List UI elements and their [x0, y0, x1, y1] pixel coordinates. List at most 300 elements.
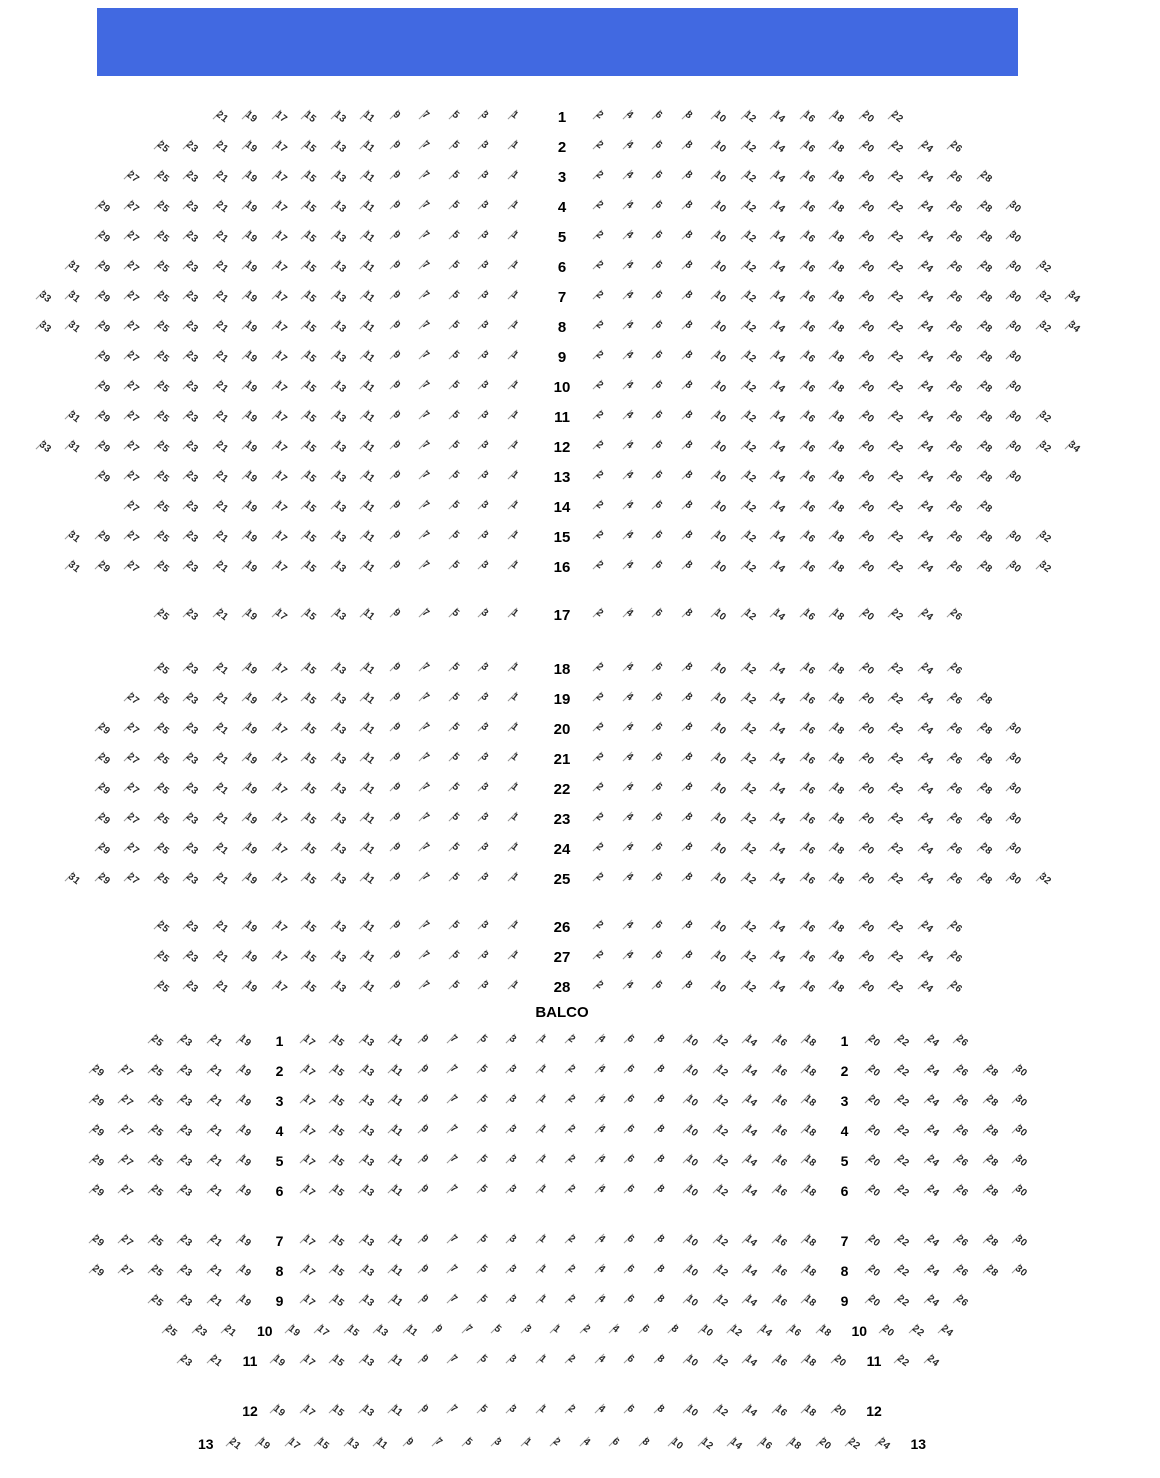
- seat[interactable]: [842, 1429, 872, 1459]
- seat[interactable]: [885, 132, 915, 162]
- seat[interactable]: [891, 1026, 921, 1056]
- seat[interactable]: [444, 1396, 474, 1426]
- seat[interactable]: [121, 312, 151, 342]
- seat[interactable]: [204, 1346, 234, 1376]
- seat[interactable]: [416, 864, 446, 894]
- seat[interactable]: [505, 282, 535, 312]
- seat[interactable]: [233, 1176, 263, 1206]
- seat[interactable]: [475, 552, 505, 582]
- seat[interactable]: [115, 1256, 145, 1286]
- seat[interactable]: [357, 372, 387, 402]
- seat[interactable]: [767, 222, 797, 252]
- seat[interactable]: [767, 492, 797, 522]
- seat[interactable]: [210, 162, 240, 192]
- seat[interactable]: [326, 1146, 356, 1176]
- seat[interactable]: [944, 600, 974, 630]
- seat[interactable]: [356, 1226, 386, 1256]
- seat[interactable]: [385, 1256, 415, 1286]
- seat[interactable]: [505, 600, 535, 630]
- seat[interactable]: [921, 1056, 951, 1086]
- seat[interactable]: [708, 432, 738, 462]
- seat[interactable]: [210, 774, 240, 804]
- seat[interactable]: [328, 552, 358, 582]
- seat[interactable]: [620, 552, 650, 582]
- seat[interactable]: [651, 1056, 681, 1086]
- seat[interactable]: [92, 834, 122, 864]
- seat[interactable]: [950, 1116, 980, 1146]
- seat[interactable]: [503, 1146, 533, 1176]
- seat[interactable]: [328, 282, 358, 312]
- seat[interactable]: [446, 972, 476, 1002]
- seat[interactable]: [210, 864, 240, 894]
- seat[interactable]: [620, 912, 650, 942]
- seat[interactable]: [738, 402, 768, 432]
- seat[interactable]: [151, 684, 181, 714]
- seat[interactable]: [297, 1226, 327, 1256]
- seat[interactable]: [204, 1286, 234, 1316]
- seat[interactable]: [944, 282, 974, 312]
- seat[interactable]: [328, 492, 358, 522]
- seat[interactable]: [708, 912, 738, 942]
- seat[interactable]: [1033, 402, 1063, 432]
- seat[interactable]: [174, 1226, 204, 1256]
- seat[interactable]: [915, 834, 945, 864]
- seat[interactable]: [180, 342, 210, 372]
- seat[interactable]: [357, 102, 387, 132]
- seat[interactable]: [738, 552, 768, 582]
- seat[interactable]: [856, 714, 886, 744]
- seat[interactable]: [444, 1056, 474, 1086]
- seat[interactable]: [590, 684, 620, 714]
- seat[interactable]: [921, 1346, 951, 1376]
- seat[interactable]: [562, 1256, 592, 1286]
- seat[interactable]: [298, 714, 328, 744]
- seat[interactable]: [533, 1116, 563, 1146]
- seat[interactable]: [121, 834, 151, 864]
- seat[interactable]: [505, 552, 535, 582]
- seat[interactable]: [326, 1396, 356, 1426]
- seat[interactable]: [592, 1176, 622, 1206]
- seat[interactable]: [856, 102, 886, 132]
- seat[interactable]: [298, 372, 328, 402]
- seat[interactable]: [92, 252, 122, 282]
- seat[interactable]: [974, 522, 1004, 552]
- seat[interactable]: [974, 462, 1004, 492]
- seat[interactable]: [980, 1146, 1010, 1176]
- seat[interactable]: [180, 402, 210, 432]
- seat[interactable]: [356, 1086, 386, 1116]
- seat[interactable]: [797, 492, 827, 522]
- seat[interactable]: [856, 462, 886, 492]
- seat[interactable]: [121, 342, 151, 372]
- seat[interactable]: [679, 222, 709, 252]
- seat[interactable]: [738, 102, 768, 132]
- seat[interactable]: [328, 744, 358, 774]
- seat[interactable]: [416, 402, 446, 432]
- seat[interactable]: [944, 432, 974, 462]
- seat[interactable]: [326, 1176, 356, 1206]
- seat[interactable]: [885, 312, 915, 342]
- seat[interactable]: [159, 1316, 189, 1346]
- seat[interactable]: [798, 1346, 828, 1376]
- seat[interactable]: [370, 1316, 400, 1346]
- seat[interactable]: [210, 972, 240, 1002]
- seat[interactable]: [885, 912, 915, 942]
- seat[interactable]: [856, 600, 886, 630]
- seat[interactable]: [151, 192, 181, 222]
- seat[interactable]: [115, 1086, 145, 1116]
- seat[interactable]: [1009, 1226, 1039, 1256]
- seat[interactable]: [856, 744, 886, 774]
- seat[interactable]: [180, 222, 210, 252]
- seat[interactable]: [856, 342, 886, 372]
- seat[interactable]: [767, 942, 797, 972]
- seat[interactable]: [239, 162, 269, 192]
- seat[interactable]: [446, 432, 476, 462]
- seat[interactable]: [416, 372, 446, 402]
- seat[interactable]: [341, 1429, 371, 1459]
- seat[interactable]: [387, 804, 417, 834]
- seat[interactable]: [533, 1056, 563, 1086]
- seat[interactable]: [562, 1056, 592, 1086]
- seat[interactable]: [620, 942, 650, 972]
- seat[interactable]: [180, 684, 210, 714]
- seat[interactable]: [620, 342, 650, 372]
- seat[interactable]: [620, 102, 650, 132]
- seat[interactable]: [269, 222, 299, 252]
- seat[interactable]: [475, 972, 505, 1002]
- seat[interactable]: [1009, 1176, 1039, 1206]
- seat[interactable]: [620, 462, 650, 492]
- seat[interactable]: [151, 372, 181, 402]
- seat[interactable]: [180, 312, 210, 342]
- seat[interactable]: [533, 1256, 563, 1286]
- seat[interactable]: [233, 1286, 263, 1316]
- seat[interactable]: [269, 342, 299, 372]
- seat[interactable]: [974, 162, 1004, 192]
- seat[interactable]: [636, 1316, 666, 1346]
- seat[interactable]: [239, 864, 269, 894]
- seat[interactable]: [738, 804, 768, 834]
- seat[interactable]: [121, 462, 151, 492]
- seat[interactable]: [475, 102, 505, 132]
- seat[interactable]: [915, 312, 945, 342]
- seat[interactable]: [151, 252, 181, 282]
- seat[interactable]: [475, 714, 505, 744]
- seat[interactable]: [505, 492, 535, 522]
- seat[interactable]: [944, 654, 974, 684]
- seat[interactable]: [269, 312, 299, 342]
- seat[interactable]: [385, 1176, 415, 1206]
- seat[interactable]: [62, 432, 92, 462]
- seat[interactable]: [649, 714, 679, 744]
- seat[interactable]: [921, 1176, 951, 1206]
- seat[interactable]: [797, 222, 827, 252]
- seat[interactable]: [503, 1286, 533, 1316]
- seat[interactable]: [876, 1316, 906, 1346]
- seat[interactable]: [357, 834, 387, 864]
- seat[interactable]: [115, 1226, 145, 1256]
- seat[interactable]: [620, 402, 650, 432]
- seat[interactable]: [180, 804, 210, 834]
- seat[interactable]: [180, 132, 210, 162]
- seat[interactable]: [174, 1086, 204, 1116]
- seat[interactable]: [679, 102, 709, 132]
- seat[interactable]: [974, 192, 1004, 222]
- seat[interactable]: [92, 714, 122, 744]
- seat[interactable]: [269, 552, 299, 582]
- seat[interactable]: [826, 684, 856, 714]
- seat[interactable]: [885, 834, 915, 864]
- seat[interactable]: [649, 492, 679, 522]
- seat[interactable]: [739, 1176, 769, 1206]
- seat[interactable]: [769, 1286, 799, 1316]
- seat[interactable]: [416, 132, 446, 162]
- seat[interactable]: [710, 1146, 740, 1176]
- seat[interactable]: [974, 402, 1004, 432]
- seat[interactable]: [708, 342, 738, 372]
- seat[interactable]: [649, 222, 679, 252]
- seat[interactable]: [649, 192, 679, 222]
- seat[interactable]: [446, 834, 476, 864]
- seat[interactable]: [269, 774, 299, 804]
- seat[interactable]: [446, 132, 476, 162]
- seat[interactable]: [710, 1396, 740, 1426]
- seat[interactable]: [1009, 1056, 1039, 1086]
- seat[interactable]: [218, 1316, 248, 1346]
- seat[interactable]: [724, 1429, 754, 1459]
- seat[interactable]: [505, 912, 535, 942]
- seat[interactable]: [769, 1396, 799, 1426]
- seat[interactable]: [708, 102, 738, 132]
- seat[interactable]: [474, 1056, 504, 1086]
- seat[interactable]: [708, 372, 738, 402]
- seat[interactable]: [387, 132, 417, 162]
- seat[interactable]: [92, 522, 122, 552]
- seat[interactable]: [328, 684, 358, 714]
- seat[interactable]: [738, 600, 768, 630]
- seat[interactable]: [679, 402, 709, 432]
- seat[interactable]: [798, 1056, 828, 1086]
- seat[interactable]: [298, 252, 328, 282]
- seat[interactable]: [856, 912, 886, 942]
- seat[interactable]: [592, 1026, 622, 1056]
- seat[interactable]: [387, 192, 417, 222]
- seat[interactable]: [474, 1086, 504, 1116]
- seat[interactable]: [415, 1396, 445, 1426]
- seat[interactable]: [915, 684, 945, 714]
- seat[interactable]: [239, 804, 269, 834]
- seat[interactable]: [151, 714, 181, 744]
- seat[interactable]: [856, 432, 886, 462]
- seat[interactable]: [862, 1176, 892, 1206]
- seat[interactable]: [680, 1056, 710, 1086]
- seat[interactable]: [503, 1116, 533, 1146]
- seat[interactable]: [385, 1396, 415, 1426]
- seat[interactable]: [980, 1226, 1010, 1256]
- seat[interactable]: [974, 492, 1004, 522]
- seat[interactable]: [151, 654, 181, 684]
- seat[interactable]: [239, 912, 269, 942]
- seat[interactable]: [620, 432, 650, 462]
- seat[interactable]: [679, 372, 709, 402]
- seat[interactable]: [210, 192, 240, 222]
- seat[interactable]: [1003, 192, 1033, 222]
- seat[interactable]: [533, 1396, 563, 1426]
- seat[interactable]: [980, 1116, 1010, 1146]
- seat[interactable]: [180, 522, 210, 552]
- seat[interactable]: [298, 222, 328, 252]
- seat[interactable]: [174, 1286, 204, 1316]
- seat[interactable]: [590, 192, 620, 222]
- seat[interactable]: [180, 714, 210, 744]
- seat[interactable]: [665, 1316, 695, 1346]
- seat[interactable]: [151, 942, 181, 972]
- seat[interactable]: [710, 1056, 740, 1086]
- seat[interactable]: [269, 492, 299, 522]
- seat[interactable]: [680, 1346, 710, 1376]
- seat[interactable]: [86, 1256, 116, 1286]
- seat[interactable]: [710, 1346, 740, 1376]
- seat[interactable]: [679, 684, 709, 714]
- seat[interactable]: [446, 312, 476, 342]
- seat[interactable]: [562, 1176, 592, 1206]
- seat[interactable]: [738, 222, 768, 252]
- seat[interactable]: [444, 1176, 474, 1206]
- seat[interactable]: [754, 1429, 784, 1459]
- seat[interactable]: [738, 744, 768, 774]
- seat[interactable]: [505, 744, 535, 774]
- seat[interactable]: [121, 714, 151, 744]
- seat[interactable]: [590, 864, 620, 894]
- seat[interactable]: [738, 492, 768, 522]
- seat[interactable]: [145, 1056, 175, 1086]
- seat[interactable]: [621, 1346, 651, 1376]
- seat[interactable]: [974, 222, 1004, 252]
- seat[interactable]: [357, 192, 387, 222]
- seat[interactable]: [592, 1146, 622, 1176]
- seat[interactable]: [92, 312, 122, 342]
- seat[interactable]: [115, 1176, 145, 1206]
- seat[interactable]: [446, 522, 476, 552]
- seat[interactable]: [856, 402, 886, 432]
- seat[interactable]: [328, 654, 358, 684]
- seat[interactable]: [298, 492, 328, 522]
- seat[interactable]: [891, 1056, 921, 1086]
- seat[interactable]: [121, 864, 151, 894]
- seat[interactable]: [708, 132, 738, 162]
- seat[interactable]: [950, 1176, 980, 1206]
- seat[interactable]: [505, 654, 535, 684]
- seat[interactable]: [357, 222, 387, 252]
- seat[interactable]: [651, 1176, 681, 1206]
- seat[interactable]: [915, 744, 945, 774]
- seat[interactable]: [210, 102, 240, 132]
- seat[interactable]: [708, 804, 738, 834]
- seat[interactable]: [649, 462, 679, 492]
- seat[interactable]: [328, 192, 358, 222]
- seat[interactable]: [862, 1086, 892, 1116]
- seat[interactable]: [915, 714, 945, 744]
- seat[interactable]: [326, 1286, 356, 1316]
- seat[interactable]: [679, 252, 709, 282]
- seat[interactable]: [505, 402, 535, 432]
- seat[interactable]: [769, 1346, 799, 1376]
- seat[interactable]: [620, 684, 650, 714]
- seat[interactable]: [416, 162, 446, 192]
- seat[interactable]: [151, 744, 181, 774]
- seat[interactable]: [297, 1256, 327, 1286]
- seat[interactable]: [856, 372, 886, 402]
- seat[interactable]: [503, 1346, 533, 1376]
- seat[interactable]: [636, 1429, 666, 1459]
- seat[interactable]: [33, 432, 63, 462]
- seat[interactable]: [826, 402, 856, 432]
- seat[interactable]: [269, 744, 299, 774]
- seat[interactable]: [915, 654, 945, 684]
- seat[interactable]: [739, 1146, 769, 1176]
- seat[interactable]: [649, 102, 679, 132]
- seat[interactable]: [1003, 312, 1033, 342]
- seat[interactable]: [357, 252, 387, 282]
- seat[interactable]: [974, 432, 1004, 462]
- seat[interactable]: [974, 342, 1004, 372]
- seat[interactable]: [1009, 1146, 1039, 1176]
- seat[interactable]: [239, 942, 269, 972]
- seat[interactable]: [446, 252, 476, 282]
- seat[interactable]: [1003, 462, 1033, 492]
- seat[interactable]: [590, 774, 620, 804]
- seat[interactable]: [767, 804, 797, 834]
- seat[interactable]: [269, 402, 299, 432]
- seat[interactable]: [547, 1316, 577, 1346]
- seat[interactable]: [446, 372, 476, 402]
- seat[interactable]: [826, 654, 856, 684]
- seat[interactable]: [738, 522, 768, 552]
- seat[interactable]: [385, 1346, 415, 1376]
- seat[interactable]: [145, 1146, 175, 1176]
- seat[interactable]: [387, 222, 417, 252]
- seat[interactable]: [649, 600, 679, 630]
- seat[interactable]: [679, 132, 709, 162]
- seat[interactable]: [856, 522, 886, 552]
- seat[interactable]: [475, 942, 505, 972]
- seat[interactable]: [767, 342, 797, 372]
- seat[interactable]: [505, 312, 535, 342]
- seat[interactable]: [326, 1116, 356, 1146]
- seat[interactable]: [885, 942, 915, 972]
- seat[interactable]: [269, 522, 299, 552]
- seat[interactable]: [1003, 744, 1033, 774]
- seat[interactable]: [180, 834, 210, 864]
- seat[interactable]: [121, 252, 151, 282]
- seat[interactable]: [444, 1086, 474, 1116]
- seat[interactable]: [86, 1176, 116, 1206]
- seat[interactable]: [767, 600, 797, 630]
- seat[interactable]: [1003, 864, 1033, 894]
- seat[interactable]: [233, 1056, 263, 1086]
- seat[interactable]: [891, 1226, 921, 1256]
- seat[interactable]: [475, 252, 505, 282]
- seat[interactable]: [62, 252, 92, 282]
- seat[interactable]: [416, 684, 446, 714]
- seat[interactable]: [944, 522, 974, 552]
- seat[interactable]: [739, 1286, 769, 1316]
- seat[interactable]: [797, 432, 827, 462]
- seat[interactable]: [269, 102, 299, 132]
- seat[interactable]: [269, 804, 299, 834]
- seat[interactable]: [621, 1286, 651, 1316]
